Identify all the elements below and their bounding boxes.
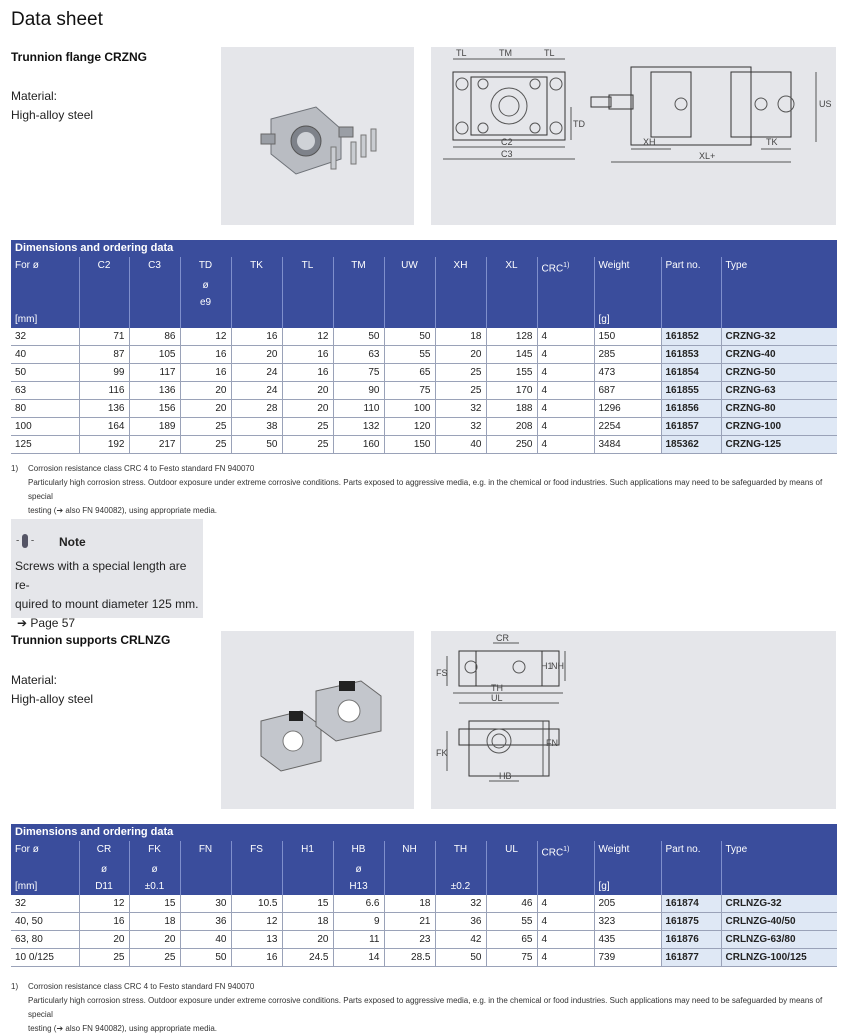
table-cell: 12 (282, 328, 333, 346)
table-cell: 12 (79, 895, 129, 913)
part-number-cell: 161855 (661, 382, 721, 400)
table-cell: 100 (11, 418, 79, 436)
table-cell: 285 (594, 346, 661, 364)
table-cell: 4 (537, 400, 594, 418)
col-header: FS (231, 841, 282, 861)
table-cell: 18 (384, 895, 435, 913)
table-row (11, 436, 837, 454)
type-cell: CRZNG-50 (721, 364, 837, 382)
table-cell: 24.5 (282, 949, 333, 967)
col-header: TH (435, 841, 486, 861)
table-cell: 63 (333, 346, 384, 364)
col-header: Part no. (661, 841, 721, 861)
table-cell: 150 (594, 328, 661, 346)
table-cell: 16 (180, 346, 231, 364)
footnote-line: testing (➔ also FN 940082), using appropriate media. (28, 1024, 218, 1033)
note-box (11, 519, 203, 630)
table-header-row (11, 257, 837, 277)
table-cell: 20 (282, 382, 333, 400)
footnote-2 (11, 980, 841, 1036)
table-cell: 63 (11, 382, 79, 400)
table-cell: 25 (180, 436, 231, 454)
table-cell: 205 (594, 895, 661, 913)
section-title-crzng: Trunnion flange CRZNG (11, 50, 147, 64)
footnote-line: Corrosion resistance class CRC 4 to Festo standard FN 940070 (28, 464, 255, 473)
table-cell: 25 (180, 418, 231, 436)
col-header-crc (537, 257, 594, 277)
table-cell: 156 (129, 400, 180, 418)
table-cell: 20 (282, 400, 333, 418)
type-cell: CRZNG-125 (721, 436, 837, 454)
table-cell: 11 (333, 931, 384, 949)
fk-sub-phi: ø (129, 861, 180, 878)
dim-label-xl: XL+ (699, 151, 716, 161)
table-row (11, 949, 837, 967)
table-cell: 75 (333, 364, 384, 382)
col-header: TK (231, 257, 282, 277)
type-cell: CRZNG-80 (721, 400, 837, 418)
type-cell: CRZNG-32 (721, 328, 837, 346)
col-header: FK (129, 841, 180, 861)
table-cell: 6.6 (333, 895, 384, 913)
material-label: Material: (11, 89, 58, 103)
part-number-cell: 161874 (661, 895, 721, 913)
footnote-line: Corrosion resistance class CRC 4 to Festo standard FN 940070 (28, 982, 255, 991)
dim-label-th: TH (491, 683, 503, 693)
trunnion-flange-image (221, 47, 414, 225)
col-header: Weight (594, 257, 661, 277)
col-header: TL (282, 257, 333, 277)
table-unit-row (11, 878, 837, 895)
table-row (11, 913, 837, 931)
table-cell: 20 (180, 400, 231, 418)
footnote-number: 1) (11, 982, 19, 991)
table-subheader-row (11, 294, 837, 311)
table-cell: 155 (486, 364, 537, 382)
table-cell: 55 (486, 913, 537, 931)
table-cell: 50 (333, 328, 384, 346)
table-cell: 25 (79, 949, 129, 967)
table-cell: 250 (486, 436, 537, 454)
table-cell: 110 (333, 400, 384, 418)
table-cell: 116 (79, 382, 129, 400)
col-header: TM (333, 257, 384, 277)
dim-label-tl: TL (456, 48, 467, 58)
hb-tolerance: H13 (333, 878, 384, 895)
footnote-ref: 1) (563, 846, 570, 853)
table-cell: 4 (537, 328, 594, 346)
table-cell: 3484 (594, 436, 661, 454)
table-cell: 16 (282, 364, 333, 382)
table-cell: 20 (282, 931, 333, 949)
table-header-row (11, 841, 837, 861)
dim-label-fk: FK (436, 748, 448, 758)
type-cell: CRZNG-40 (721, 346, 837, 364)
dim-label-tk: TK (766, 137, 778, 147)
table-cell: 10.5 (231, 895, 282, 913)
table-cell: 164 (79, 418, 129, 436)
table-title: Dimensions and ordering data (11, 824, 837, 841)
dim-label-xh: XH (643, 137, 656, 147)
table-cell: 50 (384, 328, 435, 346)
table-cell: 4 (537, 346, 594, 364)
table-row (11, 364, 837, 382)
table-cell: 86 (129, 328, 180, 346)
table-cell: 18 (435, 328, 486, 346)
cr-tolerance: D11 (79, 878, 129, 895)
table-cell: 36 (180, 913, 231, 931)
col-header: For ø (15, 260, 39, 271)
table-cell: 188 (486, 400, 537, 418)
type-cell: CRLNZG-40/50 (721, 913, 837, 931)
table-cell: 87 (79, 346, 129, 364)
table-cell: 4 (537, 931, 594, 949)
table-cell: 80 (11, 400, 79, 418)
table-cell: 132 (333, 418, 384, 436)
col-header: Type (721, 257, 837, 277)
col-header: TD (180, 257, 231, 277)
table-cell: 10 0/125 (11, 949, 79, 967)
part-number-cell: 161854 (661, 364, 721, 382)
table-cell: 16 (79, 913, 129, 931)
table-cell: 65 (486, 931, 537, 949)
table-cell: 46 (486, 895, 537, 913)
table-cell: 24 (231, 364, 282, 382)
col-header: Part no. (661, 257, 721, 277)
product-photo-crlnzg (221, 631, 414, 809)
table-cell: 16 (180, 364, 231, 382)
part-number-cell: 161853 (661, 346, 721, 364)
table-cell: 120 (384, 418, 435, 436)
table-cell: 12 (180, 328, 231, 346)
col-header: XL (486, 257, 537, 277)
table-cell: 75 (384, 382, 435, 400)
dim-label-c3: C3 (501, 149, 513, 159)
part-number-cell: 161875 (661, 913, 721, 931)
type-cell: CRZNG-63 (721, 382, 837, 400)
table-cell: 16 (282, 346, 333, 364)
product-photo-crzng (221, 47, 414, 225)
col-header: Weight (594, 841, 661, 861)
col-header-crc (537, 841, 594, 861)
table-cell: 20 (231, 346, 282, 364)
table-cell: 99 (79, 364, 129, 382)
table-cell: 687 (594, 382, 661, 400)
table-cell: 23 (384, 931, 435, 949)
table-cell: 100 (384, 400, 435, 418)
material-block-1 (11, 87, 93, 125)
unit-mm: [mm] (15, 881, 38, 893)
table-cell: 4 (537, 418, 594, 436)
dimensions-table-crlnzg (11, 824, 837, 967)
col-header: CRC (541, 847, 564, 859)
type-cell: CRLNZG-63/80 (721, 931, 837, 949)
footnote-line: Particularly high corrosion stress. Outdoor exposure under extreme corrosive conditions. Parts exposed to aggressive media, e.g. in the chemical or food industries. Such applications may need to be safeguarded by means of special (28, 478, 823, 501)
table-row (11, 931, 837, 949)
table-cell: 150 (384, 436, 435, 454)
footnote-line: testing (➔ also FN 940082), using appropriate media. (28, 506, 218, 515)
table-cell: 75 (486, 949, 537, 967)
table-cell: 90 (333, 382, 384, 400)
note-page-link[interactable]: ➔ Page 57 (17, 616, 76, 630)
table-row (11, 328, 837, 346)
table-cell: 50 (180, 949, 231, 967)
table-row (11, 400, 837, 418)
table-cell: 40 (11, 346, 79, 364)
col-header: NH (384, 841, 435, 861)
table-subheader-row (11, 861, 837, 878)
part-number-cell: 161877 (661, 949, 721, 967)
table-cell: 20 (180, 382, 231, 400)
table-cell: 32 (435, 400, 486, 418)
table-cell: 4 (537, 436, 594, 454)
td-tolerance: e9 (180, 294, 231, 311)
table-cell: 14 (333, 949, 384, 967)
table-cell: 4 (537, 382, 594, 400)
table-cell: 105 (129, 346, 180, 364)
table-cell: 20 (79, 931, 129, 949)
table-cell: 9 (333, 913, 384, 931)
dim-label-ul: UL (491, 693, 503, 703)
table-unit-row (11, 311, 837, 328)
part-number-cell: 161856 (661, 400, 721, 418)
section-title-crlnzg: Trunnion supports CRLNZG (11, 633, 171, 647)
footnote-number: 1) (11, 464, 19, 473)
dim-label-nh: NH (551, 661, 564, 671)
table-cell: 16 (231, 328, 282, 346)
table-cell: 160 (333, 436, 384, 454)
table-cell: 21 (384, 913, 435, 931)
note-icon: - - (16, 535, 35, 547)
table-cell: 25 (282, 418, 333, 436)
table-cell: 32 (435, 895, 486, 913)
table-cell: 38 (231, 418, 282, 436)
table-cell: 145 (486, 346, 537, 364)
col-header: C3 (129, 257, 180, 277)
table-cell: 30 (180, 895, 231, 913)
part-number-cell: 161857 (661, 418, 721, 436)
table-cell: 16 (231, 949, 282, 967)
table-cell: 13 (231, 931, 282, 949)
table-cell: 20 (129, 931, 180, 949)
col-header: CRC (541, 263, 564, 275)
table-cell: 4 (537, 895, 594, 913)
table-cell: 323 (594, 913, 661, 931)
table-title: Dimensions and ordering data (11, 240, 837, 257)
part-number-cell: 161876 (661, 931, 721, 949)
unit-g: [g] (594, 878, 661, 895)
table-cell: 18 (282, 913, 333, 931)
table-cell: 32 (435, 418, 486, 436)
td-sub-phi: ø (180, 277, 231, 294)
footnote-ref: 1) (563, 262, 570, 269)
dim-label-us: US (819, 99, 832, 109)
table-cell: 40 (435, 436, 486, 454)
table-cell: 208 (486, 418, 537, 436)
table-cell: 189 (129, 418, 180, 436)
note-line: quired to mount diameter 125 mm. (15, 597, 199, 611)
table-cell: 117 (129, 364, 180, 382)
type-cell: CRZNG-100 (721, 418, 837, 436)
table-cell: 32 (11, 328, 79, 346)
col-header: UL (486, 841, 537, 861)
table-cell: 50 (435, 949, 486, 967)
dim-label-cr: CR (496, 633, 509, 643)
table-cell: 63, 80 (11, 931, 79, 949)
footnote-1 (11, 462, 841, 518)
col-header: UW (384, 257, 435, 277)
material-value: High-alloy steel (11, 692, 94, 706)
table-cell: 4 (537, 913, 594, 931)
table-cell: 12 (231, 913, 282, 931)
table-cell: 50 (11, 364, 79, 382)
footnote-line: Particularly high corrosion stress. Outdoor exposure under extreme corrosive conditions. Parts exposed to aggressive media, e.g. in the chemical or food industries. Such applications may need to be safeguarded by means of special (28, 996, 823, 1019)
material-block-2 (11, 671, 93, 709)
dimensions-table-crzng (11, 240, 837, 454)
table-cell: 4 (537, 949, 594, 967)
table-row (11, 418, 837, 436)
table-cell: 20 (435, 346, 486, 364)
table-cell: 4 (537, 364, 594, 382)
table-cell: 435 (594, 931, 661, 949)
col-header: H1 (282, 841, 333, 861)
dim-label-hb: HB (499, 771, 512, 781)
table-cell: 15 (282, 895, 333, 913)
table-row (11, 895, 837, 913)
fk-tolerance: ±0.1 (129, 878, 180, 895)
col-header: CR (79, 841, 129, 861)
dim-label-h1: H1 (541, 661, 553, 671)
dim-label-tm: TM (499, 48, 512, 58)
table-cell: 28.5 (384, 949, 435, 967)
hb-sub-phi: ø (333, 861, 384, 878)
table-cell: 192 (79, 436, 129, 454)
table-cell: 2254 (594, 418, 661, 436)
dim-label-fn: FN (546, 738, 558, 748)
table-cell: 24 (231, 382, 282, 400)
table-cell: 32 (11, 895, 79, 913)
col-header: Type (721, 841, 837, 861)
table-cell: 1296 (594, 400, 661, 418)
unit-g: [g] (594, 311, 661, 328)
table-cell: 25 (129, 949, 180, 967)
dim-label-td: TD (573, 119, 585, 129)
table-cell: 25 (435, 382, 486, 400)
table-cell: 136 (129, 382, 180, 400)
table-cell: 55 (384, 346, 435, 364)
table-cell: 42 (435, 931, 486, 949)
table-subheader-row (11, 277, 837, 294)
trunnion-support-image (221, 631, 414, 809)
table-cell: 36 (435, 913, 486, 931)
type-cell: CRLNZG-100/125 (721, 949, 837, 967)
dimension-drawing-crzng (431, 47, 836, 225)
col-header: For ø (15, 844, 39, 855)
type-cell: CRLNZG-32 (721, 895, 837, 913)
table-cell: 25 (282, 436, 333, 454)
page-title: Data sheet (11, 9, 103, 30)
table-row (11, 382, 837, 400)
note-title: Note (59, 535, 86, 549)
table-cell: 739 (594, 949, 661, 967)
table-cell: 170 (486, 382, 537, 400)
col-header: XH (435, 257, 486, 277)
table-cell: 136 (79, 400, 129, 418)
note-text (15, 557, 203, 633)
dim-label-tl-right: TL (544, 48, 555, 58)
col-header: HB (333, 841, 384, 861)
material-label: Material: (11, 673, 58, 687)
table-cell: 217 (129, 436, 180, 454)
th-tolerance: ±0.2 (435, 878, 486, 895)
table-row (11, 346, 837, 364)
table-cell: 28 (231, 400, 282, 418)
table-cell: 50 (231, 436, 282, 454)
table-cell: 71 (79, 328, 129, 346)
col-header: FN (180, 841, 231, 861)
material-value: High-alloy steel (11, 108, 94, 122)
table-cell: 128 (486, 328, 537, 346)
table-cell: 473 (594, 364, 661, 382)
table-cell: 40, 50 (11, 913, 79, 931)
part-number-cell: 185362 (661, 436, 721, 454)
table-cell: 18 (129, 913, 180, 931)
note-line: Screws with a special length are re- (15, 559, 187, 592)
dimension-drawing-crlnzg (431, 631, 836, 809)
table-cell: 15 (129, 895, 180, 913)
part-number-cell: 161852 (661, 328, 721, 346)
unit-mm: [mm] (15, 314, 38, 326)
col-header: C2 (79, 257, 129, 277)
cr-sub-phi: ø (79, 861, 129, 878)
table-cell: 25 (435, 364, 486, 382)
dim-label-fs: FS (436, 668, 448, 678)
dim-label-c2: C2 (501, 137, 513, 147)
table-cell: 40 (180, 931, 231, 949)
table-cell: 125 (11, 436, 79, 454)
table-cell: 65 (384, 364, 435, 382)
